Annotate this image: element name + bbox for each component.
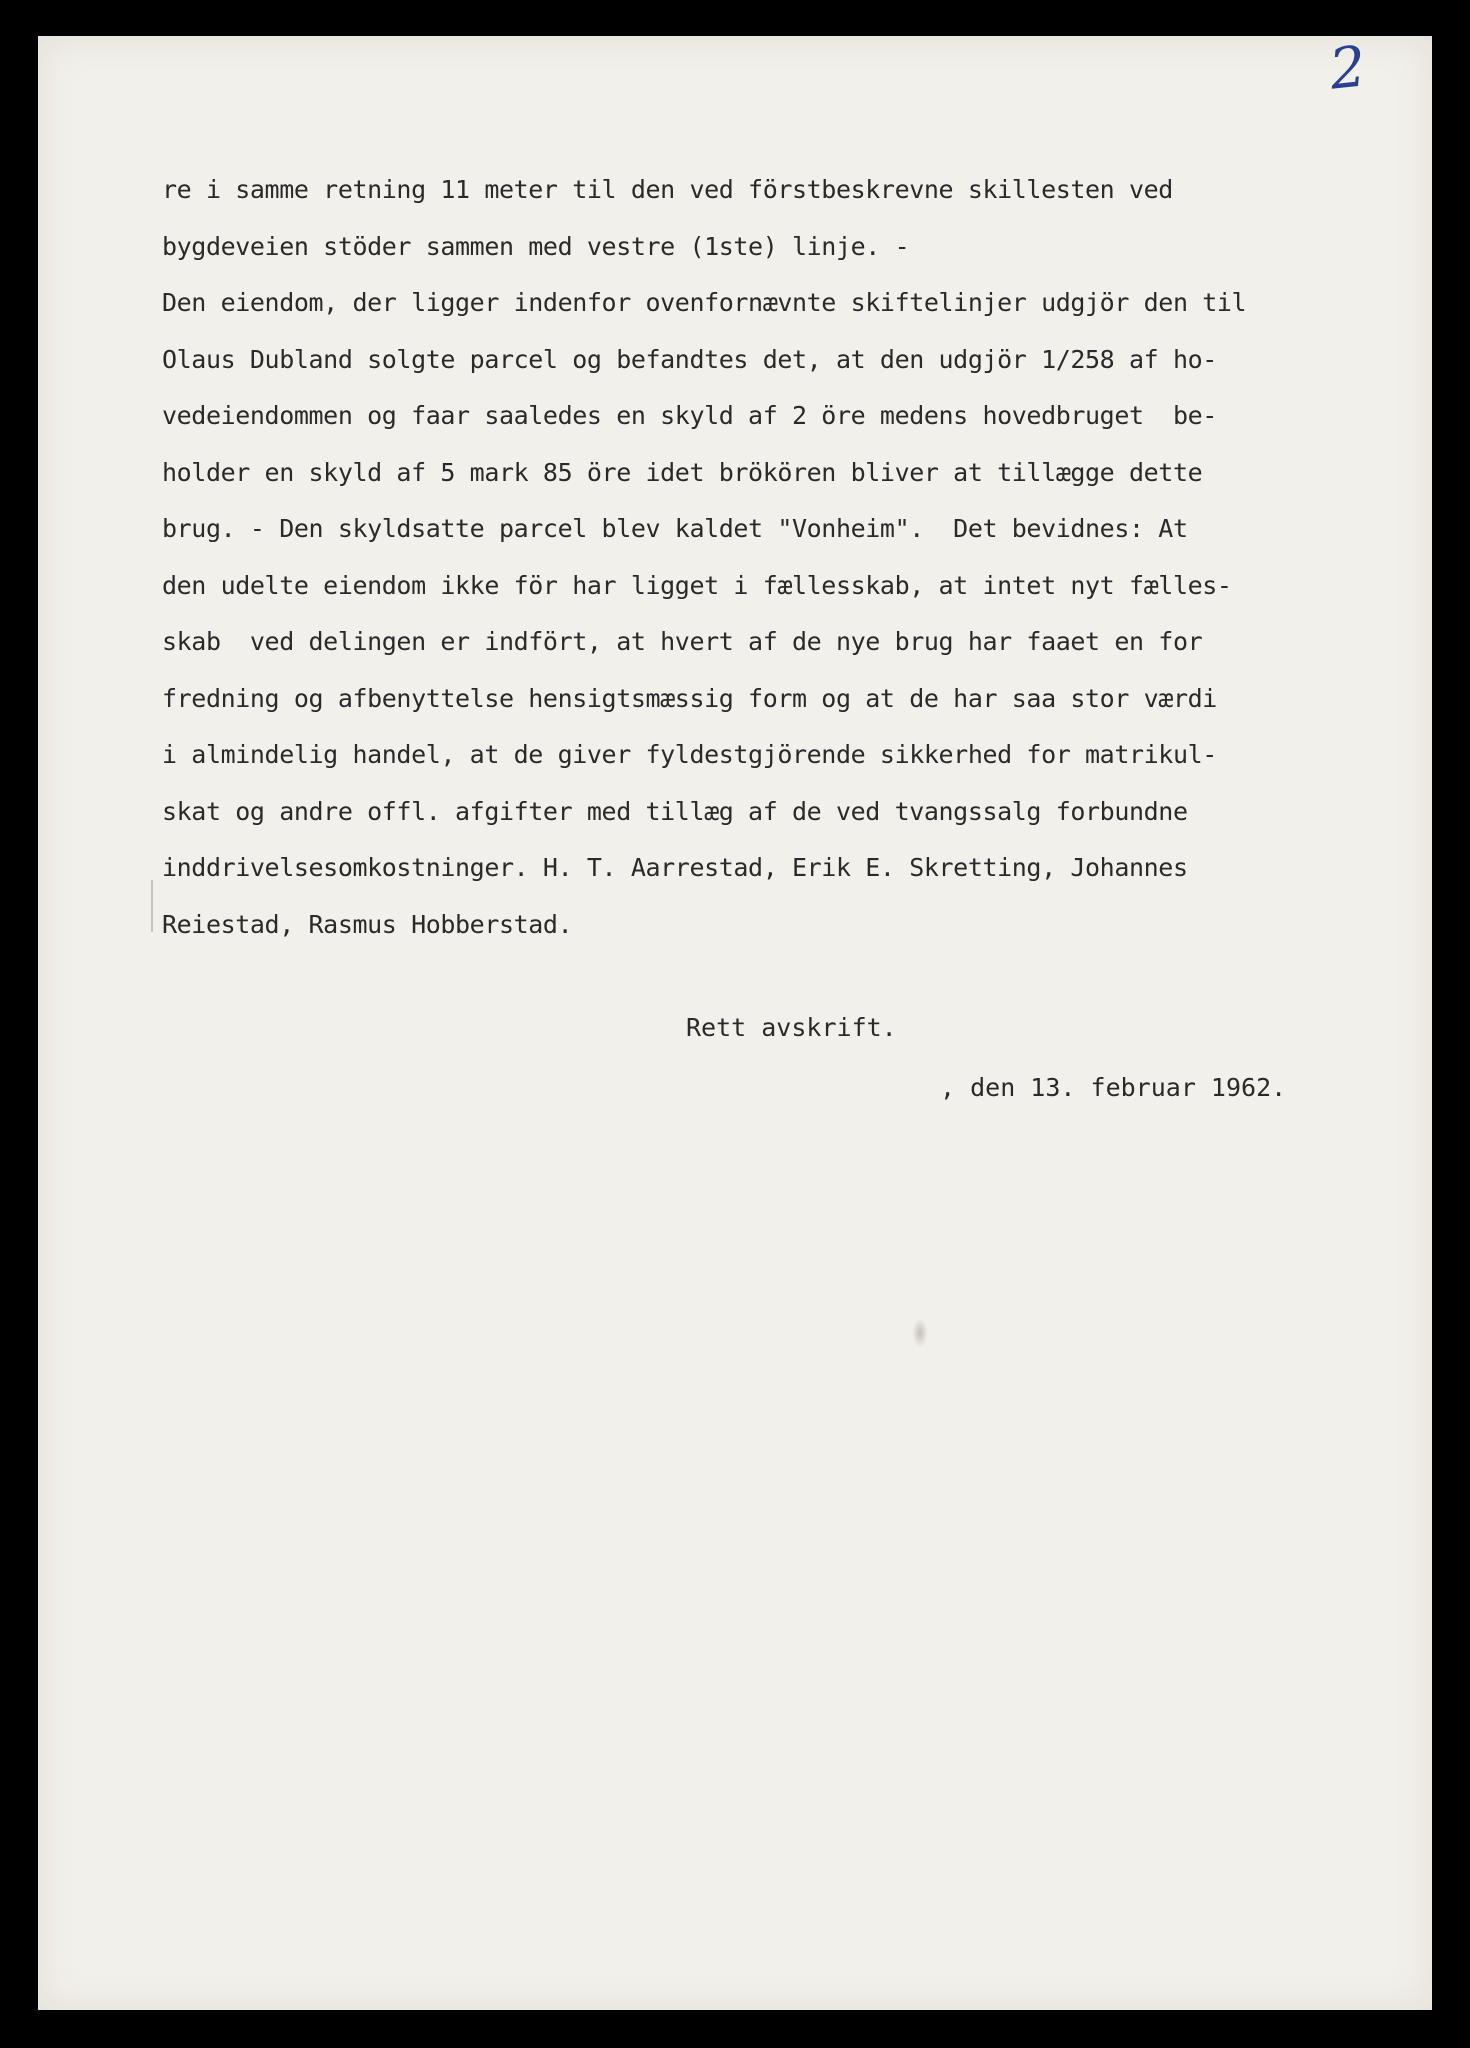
body-line-2: bygdeveien stöder sammen med vestre (1ste) linje. -: [162, 231, 910, 261]
date-line: , den 13. februar 1962.: [940, 1073, 1287, 1102]
body-line-3: Den eiendom, der ligger indenfor ovenfornævnte skiftelinjer udgjör den til: [162, 288, 1247, 317]
body-line-10: fredning og afbenyttelse hensigtsmæssig form og at de har saa stor værdi: [162, 683, 1217, 713]
body-line-8: den udelte eiendom ikke för har ligget i fællesskab, at intet nyt fælles-: [162, 570, 1232, 600]
body-line-11: i almindelig handel, at de giver fyldestgjörende sikkerhed for matrikul-: [162, 740, 1217, 769]
handwritten-page-number: 2: [1326, 34, 1369, 103]
paper-smudge: [912, 1318, 928, 1348]
margin-mark: [151, 880, 153, 932]
body-line-12: skat og andre offl. afgifter med tillæg af de ved tvangssalg forbundne: [162, 796, 1188, 826]
body-line-14: Reiestad, Rasmus Hobberstad.: [162, 909, 573, 939]
body-line-6: holder en skyld af 5 mark 85 öre idet brökören bliver at tillægge dette: [162, 457, 1203, 487]
body-line-9: skab ved delingen er indfört, at hvert af de nye brug har faaet en for: [162, 627, 1203, 656]
body-line-13: inddrivelsesomkostninger. H. T. Aarrestad, Erik E. Skretting, Johannes: [162, 853, 1188, 882]
body-line-1: re i samme retning 11 meter til den ved förstbeskrevne skillesten ved: [162, 175, 1173, 204]
body-line-5: vedeiendommen og faar saaledes en skyld af 2 öre medens hovedbruget be-: [162, 401, 1217, 430]
certification-line: Rett avskrift.: [686, 1013, 897, 1042]
body-line-4: Olaus Dubland solgte parcel og befandtes det, at den udgjör 1/258 af ho-: [162, 344, 1217, 374]
body-line-7: brug. - Den skyldsatte parcel blev kaldet "Vonheim". Det bevidnes: At: [162, 514, 1188, 543]
document-body: [162, 162, 1422, 953]
